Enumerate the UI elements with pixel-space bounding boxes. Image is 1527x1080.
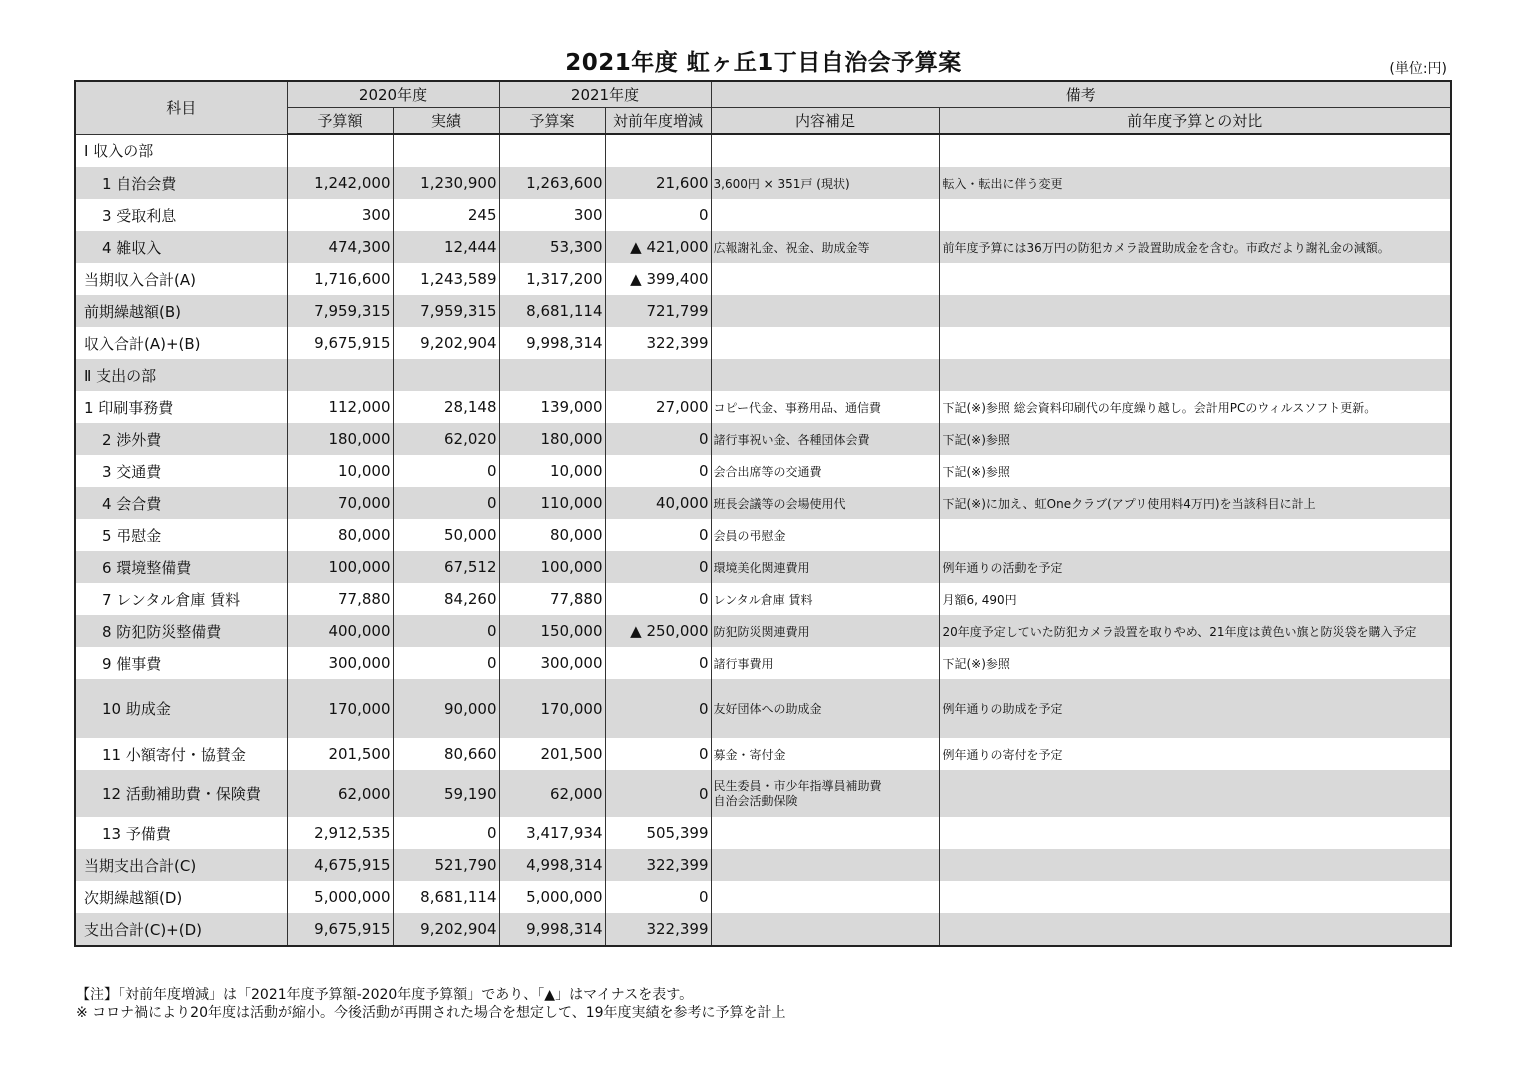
row-label: 8 防犯防災整備費 [75,615,287,647]
table-row [75,295,1451,327]
col-proposal-2021: 100,000 [499,551,605,583]
table-row [75,263,1451,295]
col-comparison: 下記(※)に加え、虹Oneクラブ(アプリ使用料4万円)を当該科目に計上 [939,487,1451,519]
row-label: 前期繰越額(B) [75,295,287,327]
table-body [75,134,1451,946]
col-budget-2020: 77,880 [287,583,393,615]
row-label: 2 渉外費 [75,423,287,455]
footnote-note: 【注】「対前年度増減」は「2021年度予算額-2020年度予算額」であり、「▲」はマイナスを表す。 [76,987,694,1003]
col-proposal-2021: 170,000 [499,679,605,738]
col-change: 721,799 [605,295,711,327]
col-budget-2020: 2,912,535 [287,817,393,849]
col-budget-2020: 4,675,915 [287,849,393,881]
col-comparison [939,817,1451,849]
col-comparison: 例年通りの助成を予定 [939,679,1451,738]
col-actual-2020: 0 [393,615,499,647]
header-2020: 2020年度 [287,81,499,108]
col-content: 民生委員・市少年指導員補助費 自治会活動保険 [711,770,939,817]
table-row [75,551,1451,583]
row-label: 当期収入合計(A) [75,263,287,295]
col-content [711,327,939,359]
col-actual-2020: 28,148 [393,391,499,423]
col-comparison: 例年通りの寄付を予定 [939,738,1451,770]
col-change: 0 [605,583,711,615]
col-proposal-2021: 10,000 [499,455,605,487]
header-proposal: 予算案 [499,108,605,135]
col-budget-2020: 80,000 [287,519,393,551]
row-label: 6 環境整備費 [75,551,287,583]
col-content: 班長会議等の会場使用代 [711,487,939,519]
col-content: 広報謝礼金、祝金、助成金等 [711,231,939,263]
col-change: 0 [605,881,711,913]
col-actual-2020: 0 [393,455,499,487]
table-row [75,327,1451,359]
col-content: 会合出席等の交通費 [711,455,939,487]
col-budget-2020: 7,959,315 [287,295,393,327]
col-proposal-2021: 4,998,314 [499,849,605,881]
col-proposal-2021: 201,500 [499,738,605,770]
header-subject: 科目 [75,81,287,134]
col-actual-2020: 0 [393,817,499,849]
col-content [711,881,939,913]
budget-table [74,80,1452,947]
col-content [711,817,939,849]
col-budget-2020: 70,000 [287,487,393,519]
header-2021: 2021年度 [499,81,711,108]
col-proposal-2021: 300 [499,199,605,231]
col-actual-2020 [393,134,499,167]
col-actual-2020: 12,444 [393,231,499,263]
header-remarks: 備考 [711,81,1451,108]
col-comparison [939,881,1451,913]
col-actual-2020: 59,190 [393,770,499,817]
col-budget-2020: 201,500 [287,738,393,770]
header-budget: 予算額 [287,108,393,135]
col-change: 0 [605,199,711,231]
row-label: 4 会合費 [75,487,287,519]
col-proposal-2021: 110,000 [499,487,605,519]
col-comparison: 前年度予算には36万円の防犯カメラ設置助成金を含む。市政だより謝礼金の減額。 [939,231,1451,263]
col-content [711,134,939,167]
col-budget-2020: 9,675,915 [287,913,393,946]
row-label: 1 印刷事務費 [75,391,287,423]
unit-label: (単位:円) [1389,61,1447,77]
col-proposal-2021: 5,000,000 [499,881,605,913]
col-budget-2020: 1,716,600 [287,263,393,295]
col-change: ▲ 399,400 [605,263,711,295]
col-actual-2020: 90,000 [393,679,499,738]
table-row [75,455,1451,487]
row-label: 1 自治会費 [75,167,287,199]
col-proposal-2021: 150,000 [499,615,605,647]
row-label: 収入合計(A)+(B) [75,327,287,359]
col-change: 505,399 [605,817,711,849]
col-comparison [939,199,1451,231]
col-content: 会員の弔慰金 [711,519,939,551]
row-label: 11 小額寄付・協賛金 [75,738,287,770]
col-comparison [939,913,1451,946]
col-budget-2020: 474,300 [287,231,393,263]
col-content: 友好団体への助成金 [711,679,939,738]
col-actual-2020: 0 [393,487,499,519]
col-change: 322,399 [605,913,711,946]
col-proposal-2021: 300,000 [499,647,605,679]
col-budget-2020: 170,000 [287,679,393,738]
table-row [75,134,1451,167]
col-comparison: 下記(※)参照 [939,455,1451,487]
col-proposal-2021 [499,134,605,167]
table-row [75,199,1451,231]
col-comparison [939,295,1451,327]
row-label: 9 催事費 [75,647,287,679]
col-actual-2020: 7,959,315 [393,295,499,327]
col-change: 322,399 [605,327,711,359]
col-content [711,263,939,295]
col-content [711,913,939,946]
col-proposal-2021: 80,000 [499,519,605,551]
col-comparison [939,134,1451,167]
col-proposal-2021: 8,681,114 [499,295,605,327]
row-label: 12 活動補助費・保険費 [75,770,287,817]
col-content [711,199,939,231]
table-row [75,583,1451,615]
col-budget-2020: 400,000 [287,615,393,647]
col-actual-2020: 50,000 [393,519,499,551]
table-row [75,423,1451,455]
col-comparison [939,519,1451,551]
header-change: 対前年度増減 [605,108,711,135]
col-comparison: 下記(※)参照 [939,647,1451,679]
table-row [75,738,1451,770]
col-comparison [939,263,1451,295]
col-change: 40,000 [605,487,711,519]
col-change [605,134,711,167]
col-budget-2020: 300 [287,199,393,231]
table-row [75,913,1451,946]
col-comparison: 下記(※)参照 総会資料印刷代の年度繰り越し。会計用PCのウィルスソフト更新。 [939,391,1451,423]
col-budget-2020: 10,000 [287,455,393,487]
col-change: 0 [605,455,711,487]
col-actual-2020: 84,260 [393,583,499,615]
col-content [711,359,939,391]
col-proposal-2021: 9,998,314 [499,913,605,946]
row-label: 次期繰越額(D) [75,881,287,913]
col-content: 募金・寄付金 [711,738,939,770]
header-content: 内容補足 [711,108,939,135]
col-actual-2020: 80,660 [393,738,499,770]
col-budget-2020 [287,134,393,167]
col-budget-2020 [287,359,393,391]
table-row [75,679,1451,738]
table-row [75,615,1451,647]
col-actual-2020: 9,202,904 [393,327,499,359]
col-actual-2020: 62,020 [393,423,499,455]
table-row [75,231,1451,263]
col-content: 諸行事祝い金、各種団体会費 [711,423,939,455]
col-change [605,359,711,391]
col-budget-2020: 5,000,000 [287,881,393,913]
col-comparison [939,849,1451,881]
col-proposal-2021: 53,300 [499,231,605,263]
table-row [75,519,1451,551]
col-content [711,849,939,881]
row-label: 3 受取利息 [75,199,287,231]
col-comparison: 転入・転出に伴う変更 [939,167,1451,199]
col-change: 322,399 [605,849,711,881]
col-proposal-2021: 9,998,314 [499,327,605,359]
col-change: 0 [605,423,711,455]
col-change: 0 [605,770,711,817]
table-row [75,487,1451,519]
col-actual-2020: 1,230,900 [393,167,499,199]
row-label: 5 弔慰金 [75,519,287,551]
col-change: 0 [605,551,711,583]
col-change: 21,600 [605,167,711,199]
row-label: 当期支出合計(C) [75,849,287,881]
col-comparison: 下記(※)参照 [939,423,1451,455]
footnote-corona: ※ コロナ禍により20年度は活動が縮小。今後活動が再開された場合を想定して、19年度実績を参考に予算を計上 [76,1005,786,1021]
col-actual-2020: 1,243,589 [393,263,499,295]
col-proposal-2021: 77,880 [499,583,605,615]
col-content: コピー代金、事務用品、通信費 [711,391,939,423]
col-comparison [939,359,1451,391]
col-actual-2020: 521,790 [393,849,499,881]
col-proposal-2021: 180,000 [499,423,605,455]
col-comparison [939,770,1451,817]
document-title: 2021年度 虹ヶ丘1丁目自治会予算案 [565,50,962,76]
col-content: 諸行事費用 [711,647,939,679]
col-actual-2020 [393,359,499,391]
table-row [75,849,1451,881]
col-change: 0 [605,519,711,551]
table-row [75,359,1451,391]
col-budget-2020: 100,000 [287,551,393,583]
table-row [75,770,1451,817]
col-actual-2020: 245 [393,199,499,231]
table-row [75,391,1451,423]
col-proposal-2021: 3,417,934 [499,817,605,849]
col-proposal-2021 [499,359,605,391]
col-change: 0 [605,647,711,679]
col-proposal-2021: 1,317,200 [499,263,605,295]
row-label: 7 レンタル倉庫 賃料 [75,583,287,615]
row-label: 支出合計(C)+(D) [75,913,287,946]
row-label: 4 雑収入 [75,231,287,263]
row-label: 13 予備費 [75,817,287,849]
header-actual: 実績 [393,108,499,135]
col-comparison [939,327,1451,359]
col-comparison: 例年通りの活動を予定 [939,551,1451,583]
col-content: 3,600円 × 351戸 (現状) [711,167,939,199]
col-change: 27,000 [605,391,711,423]
col-comparison: 月額6, 490円 [939,583,1451,615]
col-content: 防犯防災関連費用 [711,615,939,647]
col-actual-2020: 9,202,904 [393,913,499,946]
header-comparison: 前年度予算との対比 [939,108,1451,135]
col-actual-2020: 8,681,114 [393,881,499,913]
col-budget-2020: 300,000 [287,647,393,679]
col-comparison: 20年度予定していた防犯カメラ設置を取りやめ、21年度は黄色い旗と防災袋を購入予定 [939,615,1451,647]
col-proposal-2021: 139,000 [499,391,605,423]
col-budget-2020: 112,000 [287,391,393,423]
col-content: レンタル倉庫 賃料 [711,583,939,615]
table-row [75,817,1451,849]
table-row [75,647,1451,679]
row-label: Ⅱ 支出の部 [75,359,287,391]
col-proposal-2021: 1,263,600 [499,167,605,199]
col-budget-2020: 9,675,915 [287,327,393,359]
table-row [75,167,1451,199]
col-budget-2020: 62,000 [287,770,393,817]
col-proposal-2021: 62,000 [499,770,605,817]
col-change: 0 [605,738,711,770]
col-actual-2020: 67,512 [393,551,499,583]
col-change: ▲ 250,000 [605,615,711,647]
col-budget-2020: 180,000 [287,423,393,455]
col-change: 0 [605,679,711,738]
table-row [75,881,1451,913]
col-actual-2020: 0 [393,647,499,679]
row-label: 10 助成金 [75,679,287,738]
col-content [711,295,939,327]
col-change: ▲ 421,000 [605,231,711,263]
row-label: 3 交通費 [75,455,287,487]
col-budget-2020: 1,242,000 [287,167,393,199]
col-content: 環境美化関連費用 [711,551,939,583]
row-label: Ⅰ 収入の部 [75,134,287,167]
